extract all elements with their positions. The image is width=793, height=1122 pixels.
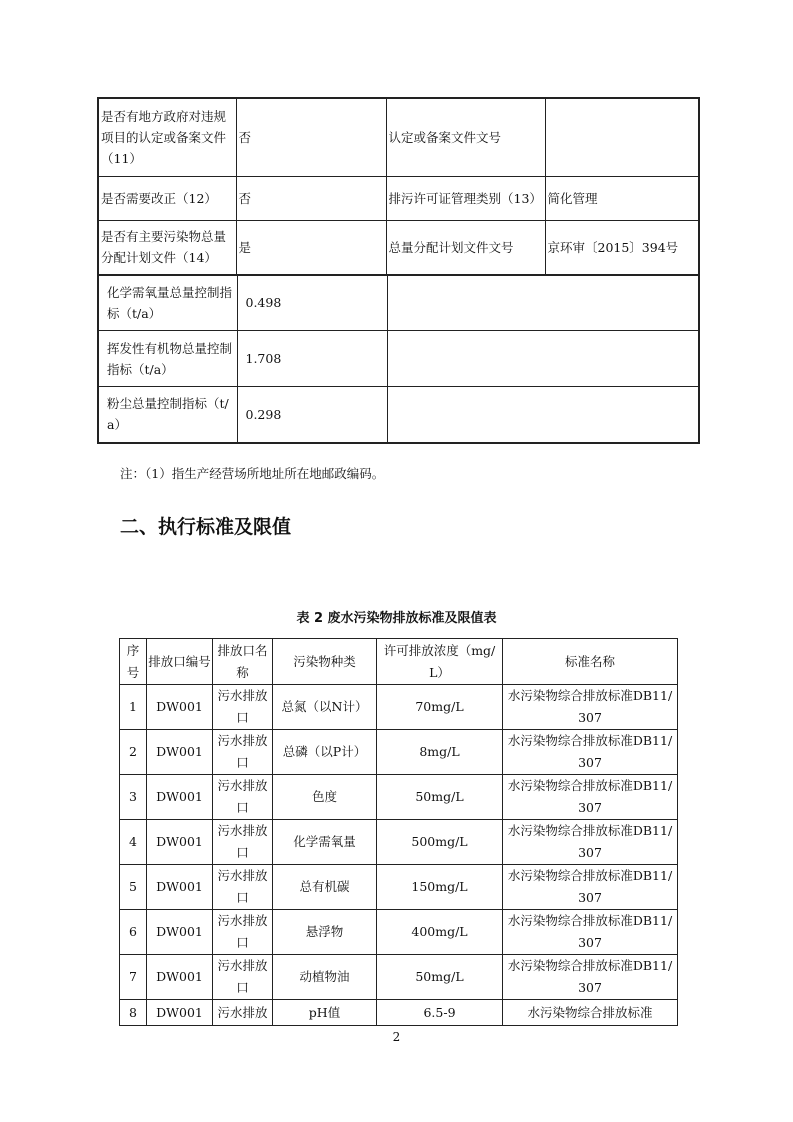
table-cell: 污水排放口 [213,730,273,775]
table-cell: 1.708 [237,331,387,387]
table-caption: 表 2 废水污染物排放标准及限值表 [296,611,497,626]
table-cell: 总量分配计划文件文号 [386,220,545,275]
table-cell: DW001 [147,955,213,1000]
table-cell: 1 [120,685,147,730]
table-cell: 0.298 [237,387,387,443]
table-cell: 是否有地方政府对违规项目的认定或备案文件（11） [98,98,236,176]
table-cell: DW001 [147,910,213,955]
header-row [120,639,678,685]
table-cell: 水污染物综合排放标准DB11/307 [503,775,678,820]
table-row [98,331,699,387]
table-cell: 污水排放 [213,1000,273,1026]
table-cell: 4 [120,820,147,865]
section-heading: 二、执行标准及限值 [120,516,292,538]
table-cell: 6.5-9 [377,1000,503,1026]
table-cell: 水污染物综合排放标准DB11/307 [503,730,678,775]
table-cell: 认定或备案文件文号 [386,98,545,176]
table-cell: 污水排放口 [213,820,273,865]
table-cell [545,98,699,176]
table-cell: DW001 [147,865,213,910]
table-cell: 水污染物综合排放标准DB11/307 [503,820,678,865]
table-cell: 是否有主要污染物总量分配计划文件（14） [98,220,236,275]
table-cell: 否 [236,98,386,176]
table-row [120,955,678,1000]
table-cell: 悬浮物 [273,910,377,955]
table-cell: 化学需氧量总量控制指标（t/a） [98,275,237,331]
table-cell: 总有机碳 [273,865,377,910]
column-header: 序号 [120,639,147,685]
table-cell: DW001 [147,730,213,775]
table-cell: 水污染物综合排放标准DB11/307 [503,865,678,910]
table-cell: 50mg/L [377,775,503,820]
wastewater-standards-table [119,638,678,1026]
table-cell: 150mg/L [377,865,503,910]
table-cell: 6 [120,910,147,955]
table-cell: 色度 [273,775,377,820]
table-row [98,220,699,275]
permit-info-table [97,97,700,276]
table-cell: 7 [120,955,147,1000]
table-row [98,275,699,331]
table-row [98,387,699,443]
table-cell: 8mg/L [377,730,503,775]
table-cell: 0.498 [237,275,387,331]
table-cell: 是 [236,220,386,275]
table-row [120,865,678,910]
table-cell: 污水排放口 [213,955,273,1000]
column-header: 排放口编号 [147,639,213,685]
table-cell: 水污染物综合排放标准 [503,1000,678,1026]
table-cell: 简化管理 [545,176,699,220]
table-cell: 总磷（以P计） [273,730,377,775]
table-cell: 400mg/L [377,910,503,955]
table-cell: 8 [120,1000,147,1026]
table-cell: 污水排放口 [213,685,273,730]
table-row [120,820,678,865]
table-cell: DW001 [147,820,213,865]
table-cell: 70mg/L [377,685,503,730]
table-cell: 动植物油 [273,955,377,1000]
table-cell: 污水排放口 [213,910,273,955]
table-cell: pH值 [273,1000,377,1026]
table-cell: 京环审〔2015〕394号 [545,220,699,275]
table-row [120,730,678,775]
column-header: 污染物种类 [273,639,377,685]
column-header: 排放口名称 [213,639,273,685]
footnote: 注：（1）指生产经营场所地址所在地邮政编码。 [120,466,385,481]
column-header: 标准名称 [503,639,678,685]
table-cell: 水污染物综合排放标准DB11/307 [503,910,678,955]
table-row [120,1000,678,1026]
table-cell: 粉尘总量控制指标（t/a） [98,387,237,443]
table-cell: 50mg/L [377,955,503,1000]
table-row [120,910,678,955]
table-cell: 否 [236,176,386,220]
table-cell: 化学需氧量 [273,820,377,865]
table-cell: 排污许可证管理类别（13） [386,176,545,220]
table-cell [387,275,699,331]
table-row [98,176,699,220]
table-cell: 5 [120,865,147,910]
table-cell: 3 [120,775,147,820]
table-cell: DW001 [147,775,213,820]
table-row [98,98,699,176]
table-cell: DW001 [147,685,213,730]
table-row [120,685,678,730]
column-header: 许可排放浓度（mg/L） [377,639,503,685]
table-cell: 污水排放口 [213,865,273,910]
table-cell: 500mg/L [377,820,503,865]
table-cell [387,387,699,443]
table-cell: 水污染物综合排放标准DB11/307 [503,685,678,730]
table-cell: 是否需要改正（12） [98,176,236,220]
table-cell [387,331,699,387]
total-control-table [97,274,700,444]
table-cell: 挥发性有机物总量控制指标（t/a） [98,331,237,387]
table-cell: 总氮（以N计） [273,685,377,730]
page-number: 2 [392,1030,401,1044]
table-row [120,775,678,820]
table-cell: DW001 [147,1000,213,1026]
table-cell: 污水排放口 [213,775,273,820]
table-cell: 2 [120,730,147,775]
table-cell: 水污染物综合排放标准DB11/307 [503,955,678,1000]
